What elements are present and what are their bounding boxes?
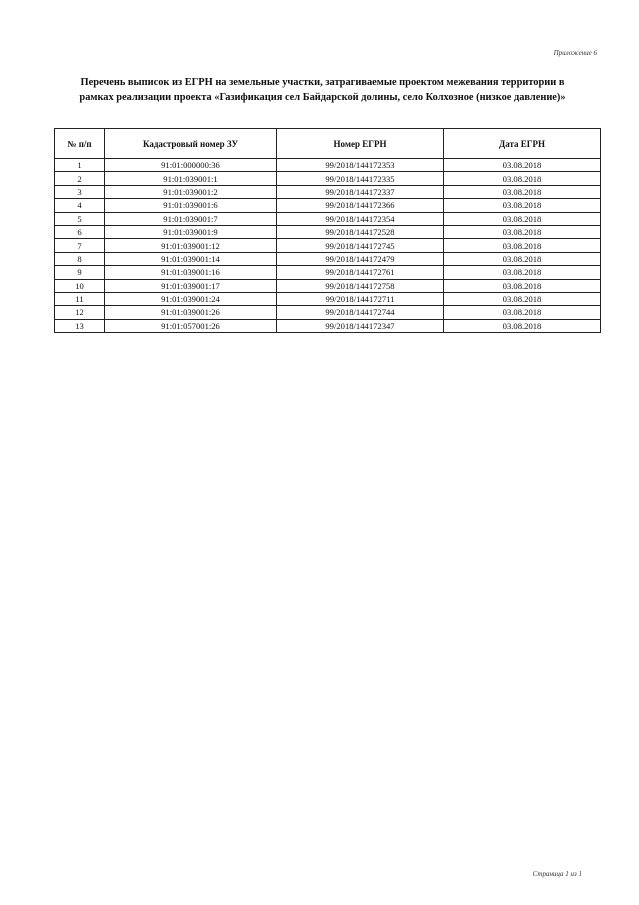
row-number-cell: 6: [55, 225, 105, 238]
cadastral-number-cell: 91:01:039001:1: [105, 172, 277, 185]
egrn-date-cell: 03.08.2018: [444, 252, 601, 265]
cadastral-number-cell: 91:01:039001:12: [105, 239, 277, 252]
row-number-cell: 8: [55, 252, 105, 265]
row-number-cell: 12: [55, 306, 105, 319]
table-row: [55, 225, 601, 238]
egrn-number-cell: 99/2018/144172528: [277, 225, 444, 238]
document-title-line-2: рамках реализации проекта «Газификация сел Байдарской долины, село Колхозное (низкое давление)»: [79, 92, 566, 103]
cadastral-number-cell: 91:01:039001:14: [105, 252, 277, 265]
table-body: [55, 159, 601, 333]
row-number-cell: 7: [55, 239, 105, 252]
egrn-date-cell: 03.08.2018: [444, 292, 601, 305]
egrn-date-cell: 03.08.2018: [444, 279, 601, 292]
table-row: [55, 239, 601, 252]
row-number-cell: 9: [55, 266, 105, 279]
row-number-cell: 5: [55, 212, 105, 225]
table-row: [55, 172, 601, 185]
cadastral-number-cell: 91:01:039001:2: [105, 185, 277, 198]
egrn-number-cell: 99/2018/144172745: [277, 239, 444, 252]
egrn-date-cell: 03.08.2018: [444, 159, 601, 172]
cadastral-number-cell: 91:01:039001:6: [105, 199, 277, 212]
egrn-date-cell: 03.08.2018: [444, 185, 601, 198]
appendix-label: Приложение 6: [553, 49, 597, 57]
egrn-number-cell: 99/2018/144172761: [277, 266, 444, 279]
table-header-row: [55, 129, 601, 159]
egrn-date-cell: 03.08.2018: [444, 319, 601, 332]
row-number-cell: 1: [55, 159, 105, 172]
egrn-number-cell: 99/2018/144172353: [277, 159, 444, 172]
egrn-date-cell: 03.08.2018: [444, 172, 601, 185]
document-title-line-1: Перечень выписок из ЕГРН на земельные участки, затрагиваемые проектом межевания территории в: [80, 77, 565, 88]
cadastral-number-cell: 91:01:039001:24: [105, 292, 277, 305]
row-number-cell: 10: [55, 279, 105, 292]
egrn-number-cell: 99/2018/144172366: [277, 199, 444, 212]
column-header-cadastral-number: Кадастровый номер ЗУ: [105, 129, 277, 159]
column-header-number: № п/п: [55, 129, 105, 159]
table-row: [55, 212, 601, 225]
table-row: [55, 306, 601, 319]
egrn-number-cell: 99/2018/144172758: [277, 279, 444, 292]
egrn-date-cell: 03.08.2018: [444, 199, 601, 212]
row-number-cell: 13: [55, 319, 105, 332]
table-row: [55, 266, 601, 279]
cadastral-number-cell: 91:01:057001:26: [105, 319, 277, 332]
table-row: [55, 252, 601, 265]
table-row: [55, 279, 601, 292]
cadastral-number-cell: 91:01:039001:16: [105, 266, 277, 279]
egrn-date-cell: 03.08.2018: [444, 266, 601, 279]
egrn-date-cell: 03.08.2018: [444, 306, 601, 319]
cadastral-number-cell: 91:01:039001:9: [105, 225, 277, 238]
cadastral-number-cell: 91:01:000000:36: [105, 159, 277, 172]
egrn-date-cell: 03.08.2018: [444, 225, 601, 238]
cadastral-number-cell: 91:01:039001:17: [105, 279, 277, 292]
table-row: [55, 185, 601, 198]
egrn-date-cell: 03.08.2018: [444, 212, 601, 225]
egrn-number-cell: 99/2018/144172744: [277, 306, 444, 319]
row-number-cell: 2: [55, 172, 105, 185]
egrn-number-cell: 99/2018/144172711: [277, 292, 444, 305]
egrn-extracts-table: [54, 128, 601, 333]
cadastral-number-cell: 91:01:039001:26: [105, 306, 277, 319]
cadastral-number-cell: 91:01:039001:7: [105, 212, 277, 225]
table-row: [55, 292, 601, 305]
egrn-number-cell: 99/2018/144172347: [277, 319, 444, 332]
column-header-egrn-date: Дата ЕГРН: [444, 129, 601, 159]
egrn-number-cell: 99/2018/144172337: [277, 185, 444, 198]
egrn-number-cell: 99/2018/144172335: [277, 172, 444, 185]
page-counter: Страница 1 из 1: [532, 870, 582, 878]
table-row: [55, 319, 601, 332]
table-row: [55, 199, 601, 212]
row-number-cell: 4: [55, 199, 105, 212]
egrn-number-cell: 99/2018/144172354: [277, 212, 444, 225]
column-header-egrn-number: Номер ЕГРН: [277, 129, 444, 159]
row-number-cell: 11: [55, 292, 105, 305]
egrn-number-cell: 99/2018/144172479: [277, 252, 444, 265]
egrn-date-cell: 03.08.2018: [444, 239, 601, 252]
document-title: [40, 75, 605, 105]
table-row: [55, 159, 601, 172]
row-number-cell: 3: [55, 185, 105, 198]
